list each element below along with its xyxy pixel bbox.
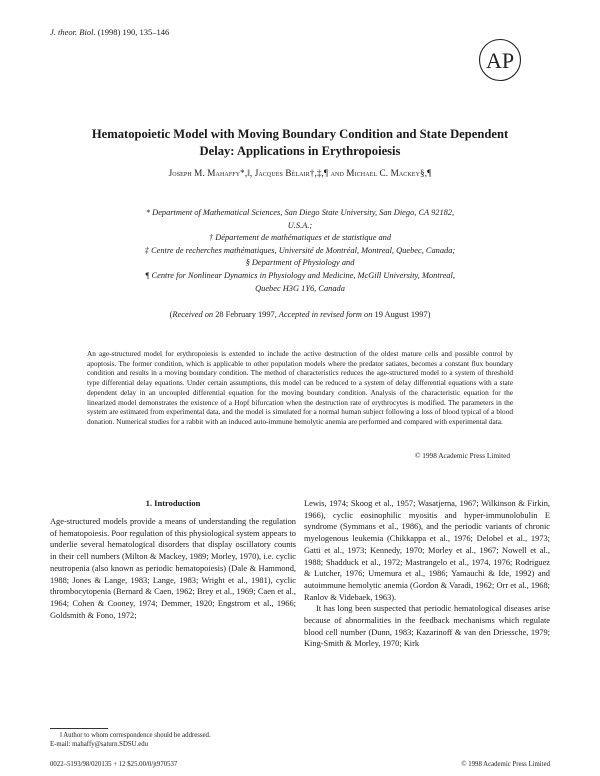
footnote-email: E-mail: mahaffy@saturn.SDSU.edu [50,741,149,748]
abstract-copyright: © 1998 Academic Press Limited [414,451,510,460]
author-list: Joseph M. Mahaffy*,‖, Jacques Bélair†,‡,¶ and Michael C. Mackey§,¶ [168,168,432,178]
paragraph: Lewis, 1974; Skoog et al., 1957; Wasatjerna, 1967; Wilkinson & Firkin, 1966), cyclic eosinophilic myositis and hyper-immunolobulin E syndrome (Symmans et al., 1986), and the periodic variants of chronic myelogenous leukemia (Chikkappa et al., 1976; Delobel et al., 1973; Gatti et al., 1973; Kennedy, 1970; Morley et al., 1967; Nowell et al., 1988; Shadduck et al., 1972; Mastrangelo et al., 1974, 1976; Rodriguez & Lutcher, 1976; Umemura et al., 1986; Yamauchi & Ide, 1992) and autoimmune hemolytic anemia (Gordon & Varadi, 1962; Orr et al., 1968; Ranlov & Videbaek, 1963). [304,499,550,602]
paragraph: It has long been suspected that periodic hematological diseases arise because of abnormalities in the feedback mechanisms which regulate blood cell number (Dunn, 1983; Kazarinoff & van den Driessche, 1979; King-Smith & Morley, 1970; Kirk [304,604,550,649]
affiliations [60,207,540,295]
received-date: 28 February 1997 [215,310,275,319]
paper-title [40,126,560,160]
footnote-correspondence: ‖ Author to whom correspondence should be addressed. [60,732,211,739]
affiliation-line: * Department of Mathematical Sciences, San Diego State University, San Diego, CA 92182, [145,208,455,217]
footnote-divider [50,728,108,729]
journal-volume-pages: (1998) 190, 135–146 [97,27,170,37]
publisher-logo-icon [478,38,522,82]
affiliation-line: ¶ Centre for Nonlinear Dynamics in Physiology and Medicine, McGill University, Montreal, [145,270,455,280]
logo-text: AP [485,48,515,73]
received-label: Received on [172,310,214,319]
received-dates: (Received on 28 February 1997, Accepted in revised form on 19 August 1997) [169,310,431,319]
accepted-date: 19 August 1997 [374,310,428,319]
affiliation-line: † Département de mathématiques et de statistique and [208,233,392,243]
section-heading: 1. Introduction [145,498,201,508]
affiliation-line: ‡ Centre de recherches mathématiques, Université de Montréal, Montreal, Quebec, Canada; [144,245,456,255]
title-line-1: Hematopoietic Model with Moving Boundary Condition and State Dependent [91,127,509,141]
affiliation-line: U.S.A.; [287,220,313,230]
affiliation-line: § Department of Physiology and [245,258,355,268]
accepted-label: , Accepted in revised form on [274,310,373,319]
journal-name: J. theor. Biol. [50,27,96,37]
abstract-text: An age-structured model for erythropoiesis is extended to include the active destruction of the oldest mature cells and possible control by apoptosis. The former condition, which is applicable to other population models where the predator satiates, becomes a constant flux boundary condition and results in a moving boundary condition. The method of characteristics reduces the age-structured model to a system of threshold type differential delay equations. Under certain assumptions, this model can be reduced to a system of delay differential equations with a state dependent delay in an uncoupled differential equation for the moving boundary condition. Analysis of the characteristic equation for the linearized model demonstrates the existence of a Hopf bifurcation when the destruction rate of erythrocytes is modified. The parameters in the system are estimated from experimental data, and the model is simulated for a normal human subject following a loss of blood typical of a blood donation. Numerical studies for a rabbit with an induced auto-immune hemolytic anemia are performed and compared with experimental data. [87,349,513,426]
journal-citation [50,27,169,37]
body-column-left: Age-structured models provide a means of understanding the regulation of hematopoiesis. Poor regulation of this physiological system appears to underlie several hematological disorders that display oscillatory counts in their cell numbers (Milton & Mackey, 1989; Morley, 1970), i.e. cyclic neutropenia (also known as periodic hematopoiesis) (Dale & Hammond, 1988; Jones & Lange, 1983; Lange, 1983; Wright et al., 1981), cyclic thrombocytopenia (Bernard & Caen, 1962; Brey et al., 1969; Caen et al., 1964; Cohen & Cooney, 1974; Demmer, 1920; Engstrom et al., 1966; Goldsmith & Fono, 1972; [50,517,296,620]
affiliation-line: Quebec H3G 1Y6, Canada [255,283,345,293]
footnote [50,731,296,749]
title-line-2: Delay: Applications in Erythropoiesis [199,144,401,158]
footer-copyright: © 1998 Academic Press Limited [461,761,550,768]
doi-code: 0022–5193/98/020135 + 12 $25.00/0/jt970537 [50,761,178,768]
body-column-right [304,498,550,650]
